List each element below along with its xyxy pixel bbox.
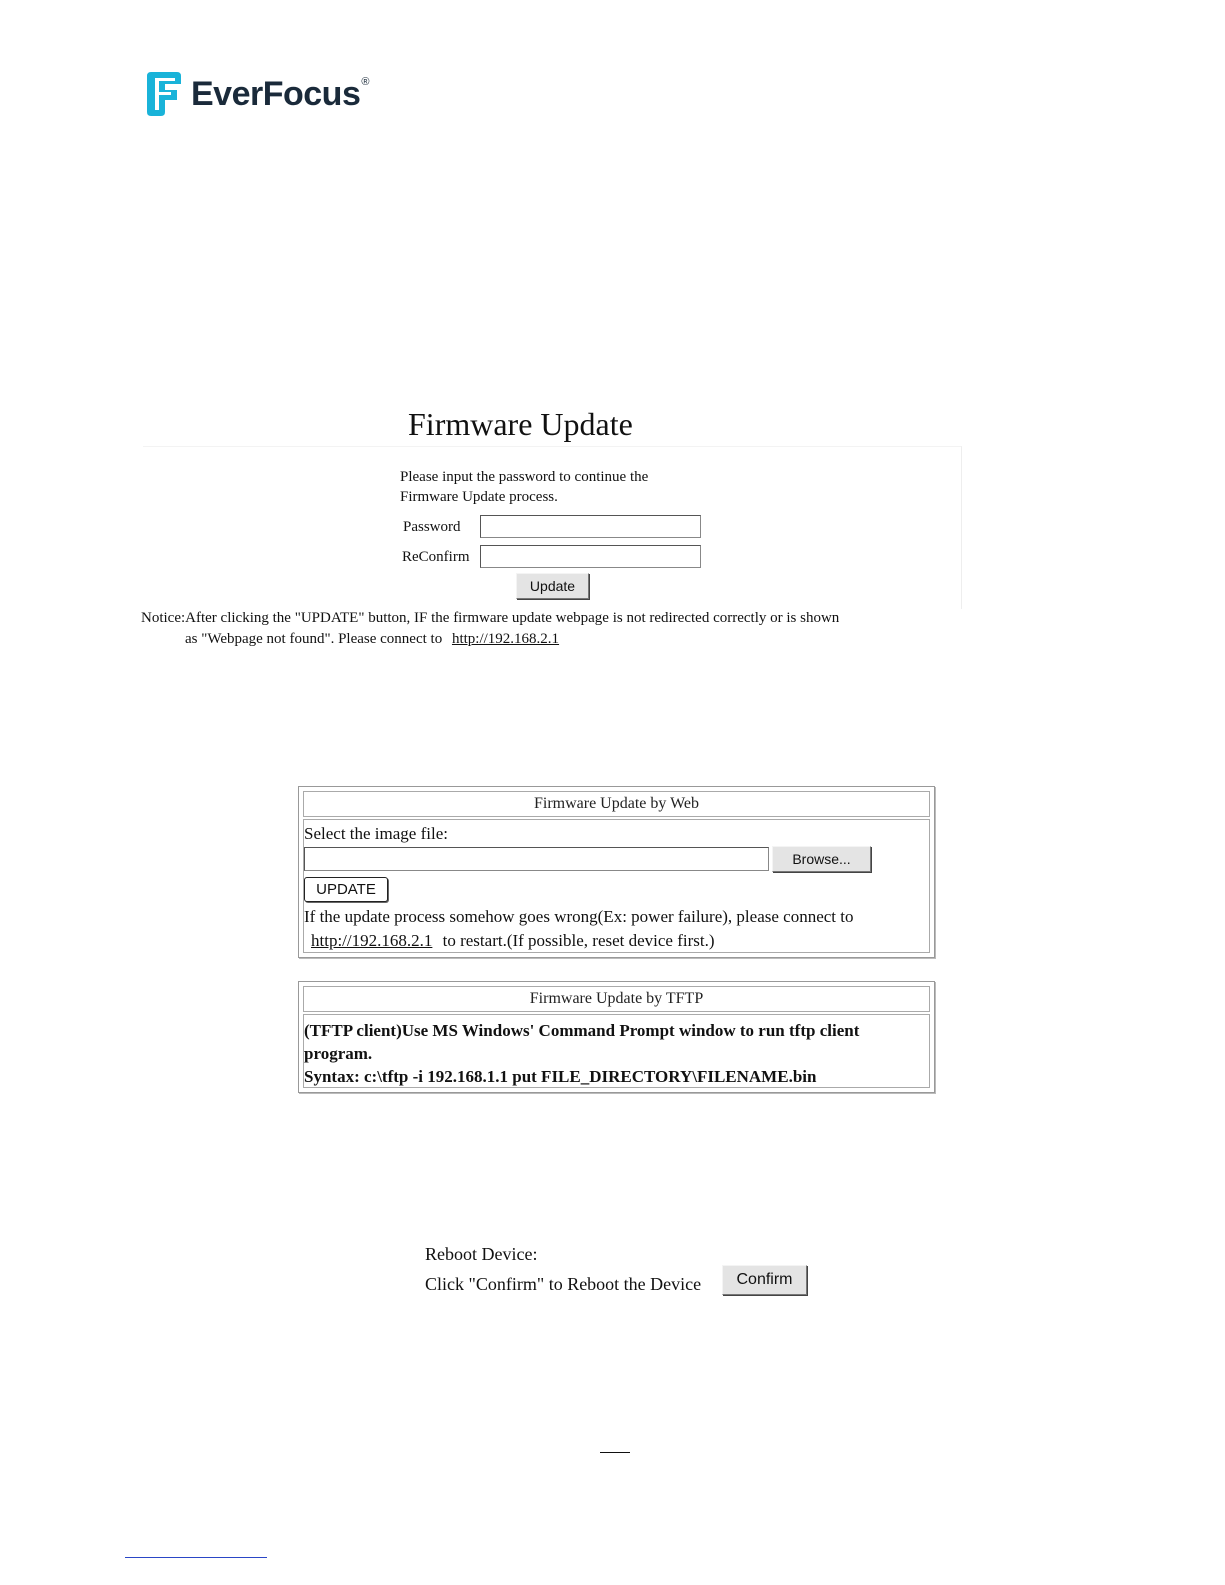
notice-line2-text: as "Webpage not found". Please connect to <box>185 631 443 647</box>
firmware-update-title: Firmware Update <box>408 406 633 442</box>
notice-line2 <box>185 629 559 649</box>
tftp-update-panel-header: Firmware Update by TFTP <box>303 986 930 1012</box>
confirm-reboot-button[interactable]: Confirm <box>722 1265 807 1295</box>
web-update-message-line1: If the update process somehow goes wrong(Ex: power failure), please connect to <box>304 907 854 926</box>
everfocus-logo <box>143 70 369 118</box>
web-restart-link[interactable]: http://192.168.2.1 <box>311 931 433 950</box>
password-input[interactable] <box>480 515 701 538</box>
tftp-syntax-line: Syntax: c:\tftp -i 192.168.1.1 put FILE_DIRECTORY\FILENAME.bin <box>304 1067 817 1086</box>
reconfirm-password-input[interactable] <box>480 545 701 568</box>
web-update-panel-header: Firmware Update by Web <box>303 791 930 817</box>
reboot-device-message: Click "Confirm" to Reboot the Device <box>425 1274 702 1294</box>
registered-mark: ® <box>361 76 370 88</box>
select-image-label: Select the image file: <box>304 824 448 843</box>
web-update-message-line2 <box>311 930 715 952</box>
tftp-instruction-line1: (TFTP client)Use MS Windows' Command Prompt window to run tftp client <box>304 1021 860 1040</box>
update-button[interactable]: Update <box>516 573 589 599</box>
page-number-underline <box>600 1452 630 1453</box>
image-file-input[interactable] <box>304 847 769 871</box>
password-instruction-line1: Please input the password to continue the <box>400 469 649 485</box>
reboot-device-label: Reboot Device: <box>425 1244 538 1264</box>
everfocus-logo-icon <box>143 70 185 118</box>
password-instruction-line2: Firmware Update process. <box>400 489 558 505</box>
tftp-instruction-line2: program. <box>304 1044 373 1063</box>
logo-brand-text: EverFocus <box>191 75 361 113</box>
web-update-message-suffix: to restart.(If possible, reset device first.) <box>442 931 715 950</box>
password-label: Password <box>403 519 461 535</box>
notice-line1: Notice:After clicking the "UPDATE" button, IF the firmware update webpage is not redirected correctly or is shown <box>141 610 840 626</box>
browse-button[interactable]: Browse... <box>772 846 871 872</box>
reconfirm-label: ReConfirm <box>402 549 470 565</box>
notice-device-link[interactable]: http://192.168.2.1 <box>451 631 560 647</box>
web-update-button[interactable]: UPDATE <box>304 877 388 902</box>
footer-rule <box>125 1557 267 1558</box>
